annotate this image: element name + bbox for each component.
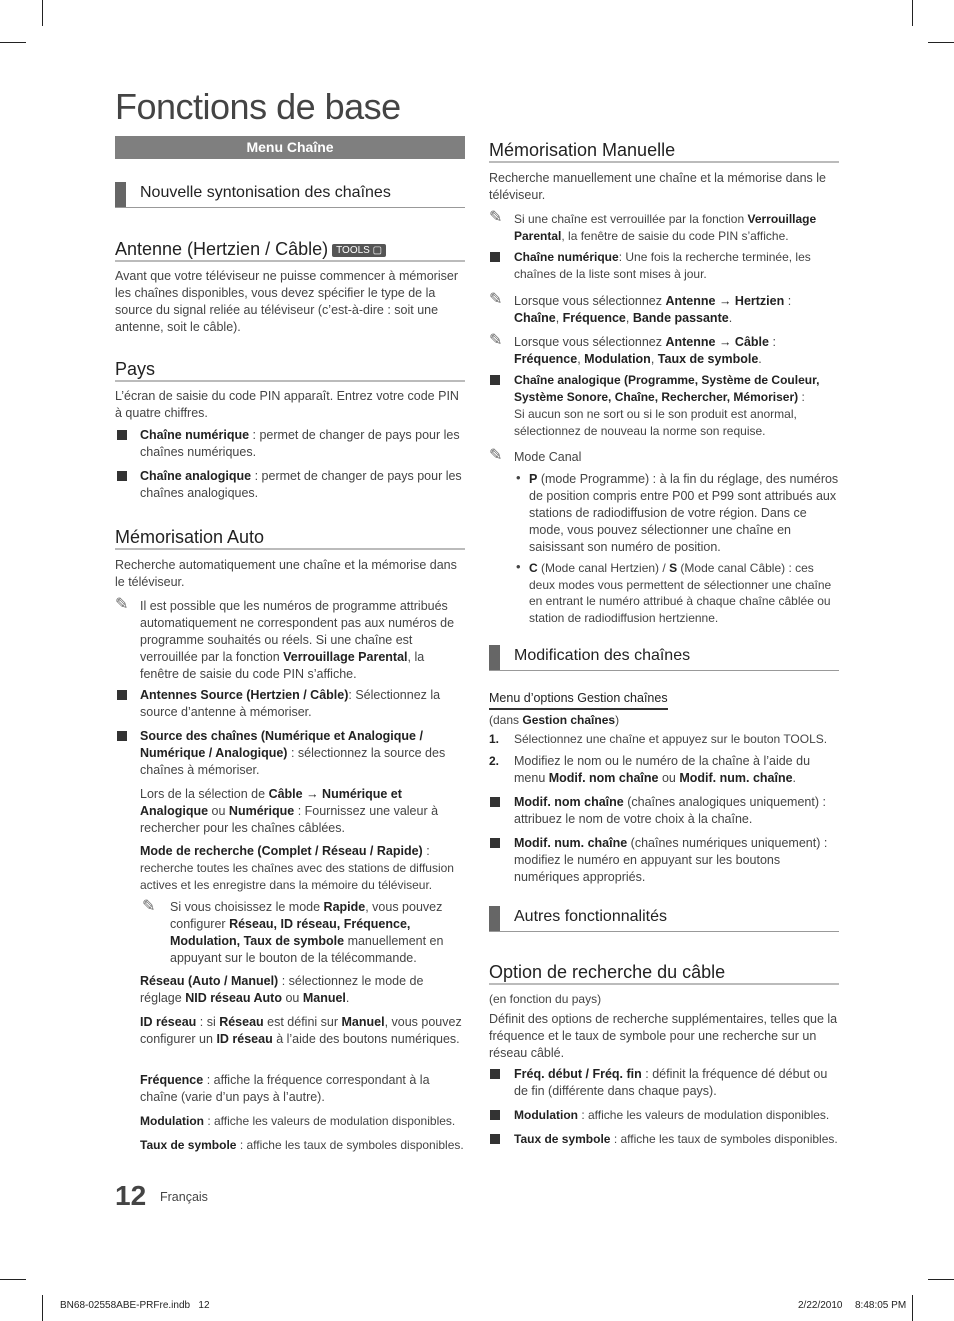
bullet-square-icon [117, 690, 127, 700]
menu-options-link[interactable]: Menu d’options Gestion chaînes [489, 690, 668, 710]
manuelle-bullet-2: Chaîne analogique (Programme, Système de Couleur, Système Sonore, Chaîne, Rechercher, Mémoriser) : [514, 373, 820, 404]
footer-date: 2/22/2010 [798, 1300, 843, 1311]
bullet-square-icon [490, 375, 500, 385]
modif-step-1: Sélectionnez une chaîne et appuyez sur le bouton TOOLS. [514, 732, 828, 746]
crop-mark [42, 0, 43, 26]
pays-bullet-1: Chaîne numérique : permet de changer de pays pour les chaînes numériques. [140, 428, 460, 459]
note-pencil-icon: ✎ [489, 447, 503, 464]
auto-modulation: Modulation : affiche les valeurs de modulation disponibles. [140, 1114, 456, 1128]
menu-bar: Menu Chaîne [115, 136, 465, 159]
modif-bullet-1: Modif. nom chaîne (chaînes analogiques uniquement) : attribuez le nom de votre choix à la chaîne. [514, 795, 826, 826]
auto-rapide-note: Si vous choisissez le mode Rapide, vous pouvez configurer Réseau, ID réseau, Fréquence, Modulation, Taux de symbole manuellement en appuyant sur le bouton de la télécommande. [170, 900, 444, 965]
auto-mode-small: recherche toutes les chaînes avec des stations de diffusion actives et les enregistre dans la mémoire du téléviseur. [140, 861, 454, 892]
heading-memorisation-auto: Mémorisation Auto [115, 526, 465, 550]
pays-bullet-2: Chaîne analogique : permet de changer de pays pour les chaînes analogiques. [140, 469, 462, 500]
crop-mark [42, 1295, 43, 1321]
note-pencil-icon: ✎ [489, 291, 503, 308]
auto-bullet-2: Source des chaînes (Numérique et Analogique / Numérique / Analogique) : sélectionnez la source des chaînes à mémoriser. [140, 729, 446, 777]
heading-antenne: Antenne (Hertzien / Câble) TOOLS ▢ [115, 238, 465, 262]
auto-cable: Lors de la sélection de Câble → Numérique et Analogique ou Numérique : Fournissez une valeur à rechercher pour les chaînes câblées. [140, 787, 439, 835]
page-number: 12 [115, 1180, 147, 1211]
tools-icon: ▢ [372, 244, 383, 256]
page-language: Français [160, 1190, 208, 1204]
crop-mark [0, 1279, 26, 1280]
bullet-dot-icon: • [516, 559, 521, 574]
auto-reseau: Réseau (Auto / Manuel) : sélectionnez le mode de réglage NID réseau Auto ou Manuel. [140, 974, 424, 1005]
manuelle-bullet-2-small: Si aucun son ne sort ou si le son produit est anormal, sélectionnez de nouveau la norme son requise. [514, 407, 797, 438]
bullet-square-icon [490, 1134, 500, 1144]
manuelle-bullet-1: Chaîne numérique: Une fois la recherche terminée, les chaînes de la liste sont mises à jour. [514, 250, 811, 281]
tools-badge: TOOLS ▢ [332, 244, 386, 257]
manuelle-note-3: Lorsque vous sélectionnez Antenne → Câble : Fréquence, Modulation, Taux de symbole. [514, 335, 776, 366]
modif-dans: (dans Gestion chaînes) [489, 713, 620, 727]
mode-p: P (mode Programme) : à la fin du réglage, des numéros de position compris entre P00 et P99 sont attribués aux stations de radiodiffusion de votre région. Dans ce mode, vous pouvez sélectionner une chaîne en saisissant son numéro de position. [529, 472, 839, 554]
manuelle-note-1: Si une chaîne est verrouillée par la fonction Verrouillage Parental, la fenêtre de saisie du code PIN s’affiche. [514, 212, 817, 243]
page-title: Fonctions de base [115, 86, 401, 127]
bullet-square-icon [490, 1069, 500, 1079]
modif-step-2: Modifiez le nom ou le numéro de la chaîne à l’aide du menu Modif. nom chaîne ou Modif. num. chaîne. [514, 754, 811, 785]
auto-taux: Taux de symbole : affiche les taux de symboles disponibles. [140, 1138, 464, 1152]
bullet-square-icon [490, 252, 500, 262]
bullet-square-icon [117, 430, 127, 440]
footer-file: BN68-02558ABE-PRFre.indb 12 [60, 1300, 210, 1311]
option-bullet-1: Fréq. début / Fréq. fin : définit la fréquence dé début ou de fin (différente dans chaque pays). [514, 1067, 828, 1098]
auto-bullet-1: Antennes Source (Hertzien / Câble): Sélectionnez la source d’antenne à mémoriser. [140, 688, 441, 719]
bullet-dot-icon: • [516, 470, 521, 485]
footer-time: 8:48:05 PM [855, 1300, 907, 1311]
crop-mark [928, 1279, 954, 1280]
step-number: 2. [489, 754, 500, 768]
manuelle-note-2: Lorsque vous sélectionnez Antenne → Hertzien : Chaîne, Fréquence, Bande passante. [514, 294, 792, 325]
note-pencil-icon: ✎ [115, 596, 129, 613]
auto-frequence: Fréquence : affiche la fréquence correspondant à la chaîne (varie d’un pays à l’autre). [140, 1073, 430, 1104]
subhead-autres: Autres fonctionnalités [489, 906, 839, 932]
auto-mode: Mode de recherche (Complet / Réseau / Rapide) : [140, 844, 430, 858]
option-body: Définit des options de recherche supplémentaires, telles que la fréquence et le taux de symbole pour une recherche sur un réseau câblé. [489, 1012, 838, 1060]
option-bullet-3: Taux de symbole : affiche les taux de symboles disponibles. [514, 1132, 838, 1146]
bullet-square-icon [117, 471, 127, 481]
subhead-modification: Modification des chaînes [489, 645, 839, 671]
pays-body: L’écran de saisie du code PIN apparaît. Entrez votre code PIN à quatre chiffres. [115, 389, 459, 420]
heading-option-cable: Option de recherche du câble [489, 961, 839, 985]
crop-mark [928, 42, 954, 43]
option-bullet-2: Modulation : affiche les valeurs de modulation disponibles. [514, 1108, 830, 1122]
bullet-square-icon [490, 838, 500, 848]
manuelle-body: Recherche manuellement une chaîne et la mémorise dans le téléviseur. [489, 171, 826, 202]
antenne-body: Avant que votre téléviseur ne puisse commencer à mémoriser les chaînes disponibles, vous devez spécifier le type de la source du signal reliée au téléviseur (c’est-à-dire : soit une antenne, soit le câble). [115, 269, 458, 334]
mode-c: C (Mode canal Hertzien) / S (Mode canal Câble) : ces deux modes vous permettent de sélectionner une chaîne en entrant le numéro attribué à chaque chaîne câblée ou station de radiodiffusion hertzienne. [529, 561, 832, 625]
bullet-square-icon [490, 797, 500, 807]
heading-pays: Pays [115, 358, 465, 382]
step-number: 1. [489, 732, 500, 746]
note-pencil-icon: ✎ [489, 209, 503, 226]
auto-id-reseau: ID réseau : si Réseau est défini sur Manuel, vous pouvez configurer un ID réseau à l’aide des boutons numériques. [140, 1015, 462, 1046]
manuelle-note-4: Mode Canal [514, 450, 582, 464]
crop-mark [912, 1295, 913, 1321]
subhead-syntonisation: Nouvelle syntonisation des chaînes [115, 182, 465, 208]
note-pencil-icon: ✎ [142, 898, 156, 915]
option-fn: (en fonction du pays) [489, 992, 602, 1006]
crop-mark [0, 42, 26, 43]
auto-body: Recherche automatiquement une chaîne et la mémorise dans le téléviseur. [115, 558, 457, 589]
bullet-square-icon [117, 731, 127, 741]
heading-memorisation-manuelle: Mémorisation Manuelle [489, 139, 839, 163]
note-pencil-icon: ✎ [489, 332, 503, 349]
crop-mark [912, 0, 913, 26]
modif-bullet-2: Modif. num. chaîne (chaînes numériques uniquement) : modifiez le numéro en appuyant sur les boutons numériques appropriés. [514, 836, 828, 884]
auto-note: Il est possible que les numéros de programme attribués automatiquement ne correspondent pas aux numéros de programme souhaités ou réels. Si une chaîne est verrouillée par la fonction Verrouillage Parental, la fenêtre de saisie du code PIN s’affiche. [140, 599, 455, 681]
bullet-square-icon [490, 1110, 500, 1120]
